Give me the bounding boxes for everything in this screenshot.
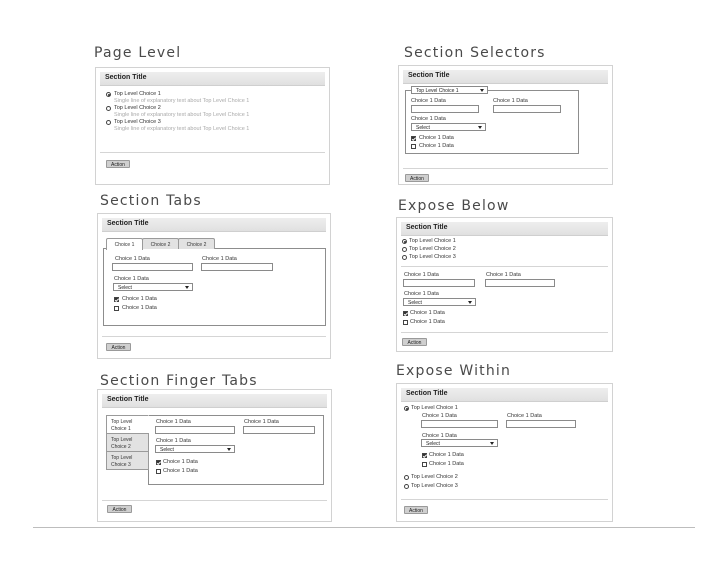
label-top-level-choice-1: Top Level Choice 1 — [411, 405, 458, 411]
section-selector-value: Top Level Choice 1 — [416, 87, 459, 94]
field-label: Choice 1 Data — [404, 272, 439, 278]
section-title: Section Title — [408, 72, 450, 79]
checkbox[interactable] — [411, 144, 416, 149]
divider — [403, 168, 608, 169]
action-button-label: Action — [409, 507, 423, 514]
text-input[interactable] — [411, 105, 479, 113]
checkbox-label: Choice 1 Data — [410, 319, 445, 325]
action-button[interactable] — [402, 338, 427, 346]
select-dropdown[interactable] — [155, 445, 235, 453]
section-title: Section Title — [406, 224, 448, 231]
select-value: Select — [426, 440, 440, 447]
field-label: Choice 1 Data — [156, 438, 191, 444]
checkbox-label: Choice 1 Data — [122, 296, 157, 302]
select-value: Select — [408, 299, 422, 306]
action-button[interactable] — [106, 160, 130, 168]
expose-below-heading: Expose Below — [398, 198, 510, 214]
section-title: Section Title — [107, 220, 149, 227]
checkbox-label: Choice 1 Data — [429, 461, 464, 467]
field-label: Choice 1 Data — [156, 419, 191, 425]
chevron-down-icon — [490, 442, 494, 445]
finger-tab-choice-2[interactable] — [106, 433, 149, 452]
label-top-level-choice-3: Top Level Choice 3 — [411, 483, 458, 489]
select-dropdown[interactable] — [113, 283, 193, 291]
action-button-label: Action — [407, 339, 422, 346]
select-value: Select — [416, 124, 430, 131]
field-label: Choice 1 Data — [422, 413, 457, 419]
divider — [401, 332, 608, 333]
radio-top-level-choice-1[interactable] — [404, 406, 409, 411]
checkbox-label: Choice 1 Data — [419, 143, 454, 149]
section-finger-tabs-panel — [97, 389, 332, 522]
field-label: Choice 1 Data — [507, 413, 542, 419]
section-tabs-heading: Section Tabs — [100, 193, 202, 209]
label-top-level-choice-2: Top Level Choice 2 — [409, 246, 456, 252]
action-button[interactable] — [106, 343, 131, 351]
checkbox-label: Choice 1 Data — [419, 135, 454, 141]
tab-choice-2[interactable] — [142, 238, 179, 249]
page-level-panel — [95, 67, 330, 185]
checkbox[interactable] — [403, 320, 408, 325]
field-label: Choice 1 Data — [411, 98, 446, 104]
section-title: Section Title — [406, 390, 448, 397]
chevron-down-icon — [227, 448, 231, 451]
checkbox-checked[interactable] — [156, 460, 161, 465]
action-button[interactable] — [405, 174, 429, 182]
radio-top-level-choice-2[interactable] — [404, 475, 409, 480]
text-input[interactable] — [155, 426, 235, 434]
text-input[interactable] — [421, 420, 498, 428]
checkbox-label: Choice 1 Data — [163, 468, 198, 474]
section-title-bar — [102, 394, 327, 408]
checkbox-label: Choice 1 Data — [163, 459, 198, 465]
field-label: Choice 1 Data — [244, 419, 279, 425]
section-title: Section Title — [105, 74, 147, 81]
radio-top-level-choice-1[interactable] — [106, 92, 111, 97]
finger-tab-label: Top Level Choice 1 — [111, 419, 133, 432]
chevron-down-icon — [480, 89, 484, 92]
label-top-level-choice-3: Top Level Choice 3 — [409, 254, 456, 260]
radio-top-level-choice-3[interactable] — [106, 120, 111, 125]
checkbox-label: Choice 1 Data — [429, 452, 464, 458]
field-label: Choice 1 Data — [115, 256, 150, 262]
checkbox-label: Choice 1 Data — [410, 310, 445, 316]
section-selectors-heading: Section Selectors — [404, 45, 546, 61]
tab-label: Choice 1 — [114, 241, 135, 248]
action-button-label: Action — [111, 344, 126, 351]
divider — [401, 266, 608, 267]
text-input[interactable] — [403, 279, 475, 287]
page-level-heading: Page Level — [94, 45, 182, 61]
field-label: Choice 1 Data — [411, 116, 446, 122]
section-title-bar — [401, 388, 608, 402]
divider — [401, 499, 608, 500]
helper-text: Single line of explanatory text about Top Level Choice 1 — [114, 126, 250, 132]
field-label: Choice 1 Data — [114, 276, 149, 282]
bottom-rule — [33, 527, 695, 528]
tab-choice-1[interactable] — [106, 238, 143, 250]
label-top-level-choice-2: Top Level Choice 2 — [411, 474, 458, 480]
action-button-label: Action — [111, 161, 125, 168]
section-selector-dropdown[interactable] — [411, 86, 488, 94]
section-title-bar — [102, 218, 326, 232]
tab-choice-3[interactable] — [178, 238, 215, 249]
divider — [102, 336, 326, 337]
text-input[interactable] — [493, 105, 561, 113]
text-input[interactable] — [201, 263, 273, 271]
select-dropdown[interactable] — [421, 439, 498, 447]
text-input[interactable] — [506, 420, 576, 428]
action-button[interactable] — [107, 505, 132, 513]
tab-label: Choice 2 — [186, 241, 207, 248]
finger-tab-label: Top Level Choice 3 — [111, 455, 133, 468]
divider — [100, 152, 325, 153]
field-label: Choice 1 Data — [493, 98, 528, 104]
finger-tab-choice-1[interactable] — [106, 415, 149, 434]
select-dropdown[interactable] — [403, 298, 476, 306]
section-tabs-panel — [97, 213, 331, 359]
label-top-level-choice-3: Top Level Choice 3 — [114, 119, 161, 125]
label-top-level-choice-1: Top Level Choice 1 — [409, 238, 456, 244]
checkbox[interactable] — [422, 462, 427, 467]
divider — [102, 500, 327, 501]
field-label: Choice 1 Data — [404, 291, 439, 297]
radio-top-level-choice-2[interactable] — [106, 106, 111, 111]
radio-top-level-choice-3[interactable] — [404, 484, 409, 489]
action-button[interactable] — [404, 506, 428, 514]
section-finger-tabs-heading: Section Finger Tabs — [100, 373, 258, 389]
radio-top-level-choice-2[interactable] — [402, 247, 407, 252]
text-input[interactable] — [112, 263, 193, 271]
section-title: Section Title — [107, 396, 149, 403]
section-title-bar — [100, 72, 325, 86]
action-button-label: Action — [112, 506, 127, 513]
checkbox-label: Choice 1 Data — [122, 305, 157, 311]
helper-text: Single line of explanatory text about Top Level Choice 1 — [114, 112, 250, 118]
expose-within-panel — [396, 383, 613, 522]
section-title-bar — [401, 222, 608, 236]
chevron-down-icon — [468, 301, 472, 304]
radio-top-level-choice-1[interactable] — [402, 239, 407, 244]
checkbox-checked[interactable] — [411, 136, 416, 141]
expose-within-heading: Expose Within — [396, 363, 512, 379]
text-input[interactable] — [485, 279, 555, 287]
checkbox[interactable] — [156, 469, 161, 474]
chevron-down-icon — [478, 126, 482, 129]
section-title-bar — [403, 70, 608, 84]
expose-below-panel — [396, 217, 613, 352]
field-label: Choice 1 Data — [486, 272, 521, 278]
section-selectors-panel — [398, 65, 613, 185]
checkbox-checked[interactable] — [403, 311, 408, 316]
field-label: Choice 1 Data — [202, 256, 237, 262]
checkbox-checked[interactable] — [114, 297, 119, 302]
text-input[interactable] — [243, 426, 315, 434]
finger-tab-label: Top Level Choice 2 — [111, 437, 133, 450]
chevron-down-icon — [185, 286, 189, 289]
select-value: Select — [118, 284, 132, 291]
field-label: Choice 1 Data — [422, 433, 457, 439]
select-value: Select — [160, 446, 174, 453]
finger-tab-choice-3[interactable] — [106, 451, 149, 470]
radio-top-level-choice-3[interactable] — [402, 255, 407, 260]
label-top-level-choice-1: Top Level Choice 1 — [114, 91, 161, 97]
select-dropdown[interactable] — [411, 123, 486, 131]
action-button-label: Action — [410, 175, 424, 182]
checkbox[interactable] — [114, 306, 119, 311]
checkbox-checked[interactable] — [422, 453, 427, 458]
helper-text: Single line of explanatory text about Top Level Choice 1 — [114, 98, 250, 104]
label-top-level-choice-2: Top Level Choice 2 — [114, 105, 161, 111]
tab-label: Choice 2 — [150, 241, 171, 248]
